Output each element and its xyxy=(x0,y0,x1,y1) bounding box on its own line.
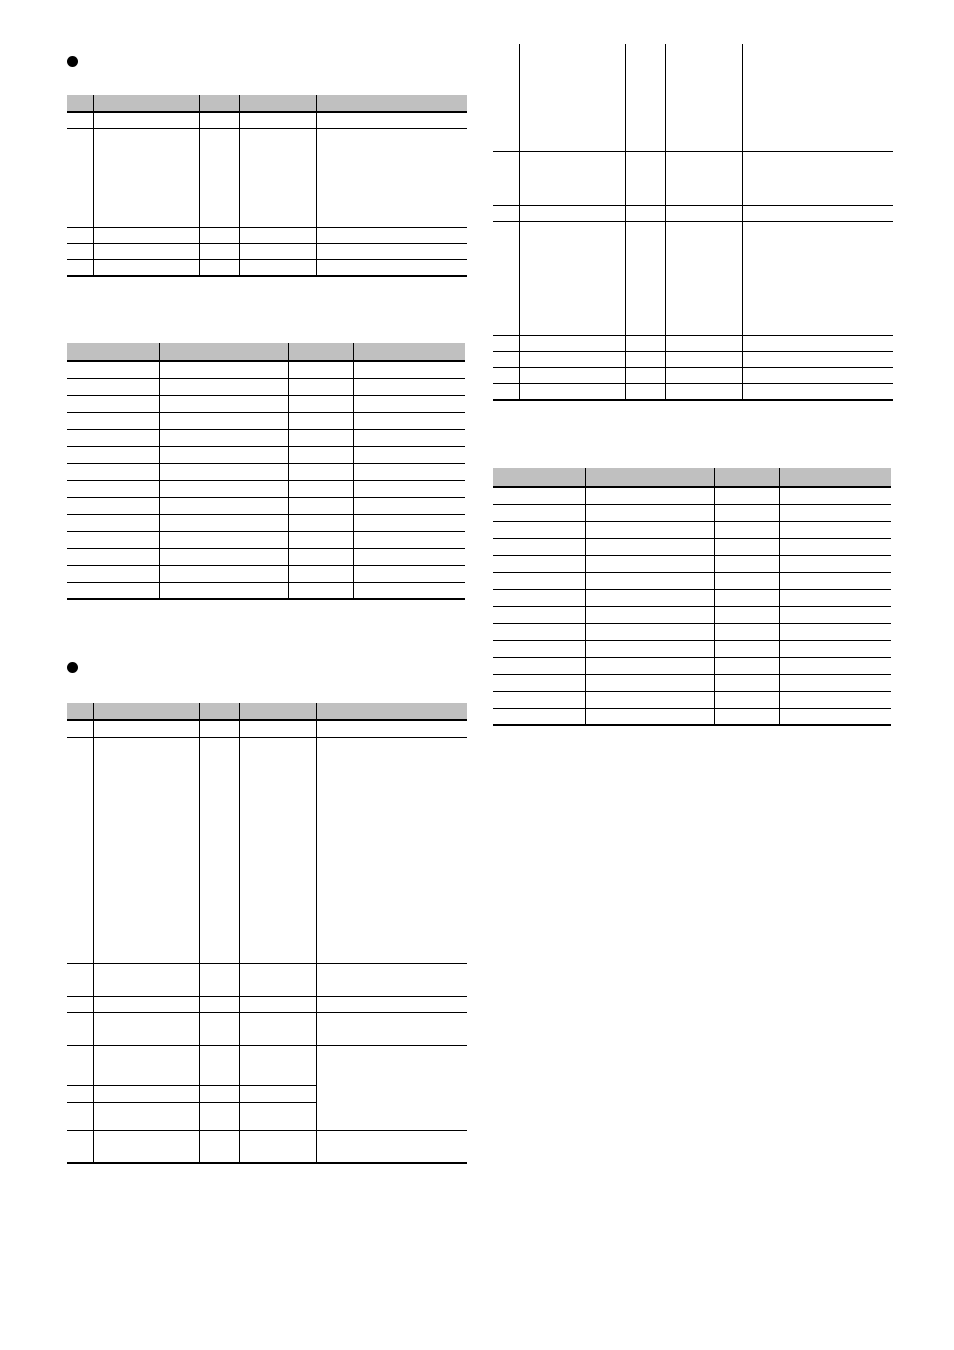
table-row xyxy=(67,737,467,963)
value-table-2 xyxy=(493,468,891,726)
table-row xyxy=(67,565,465,582)
table-row xyxy=(493,504,891,521)
table-row xyxy=(493,151,893,205)
table-row xyxy=(67,1045,467,1085)
table-row xyxy=(493,657,891,674)
table-row xyxy=(67,429,465,446)
table-row xyxy=(493,674,891,691)
table-row xyxy=(67,1130,467,1163)
table-row xyxy=(493,572,891,589)
table-row xyxy=(67,463,465,480)
table-row xyxy=(67,378,465,395)
table-row xyxy=(67,112,467,128)
table-header-row xyxy=(67,703,467,720)
table-row xyxy=(493,623,891,640)
table-row xyxy=(493,351,893,367)
table-row xyxy=(67,582,465,599)
table-row xyxy=(493,708,891,725)
table-row xyxy=(67,243,467,259)
table-row xyxy=(67,395,465,412)
table-row xyxy=(493,538,891,555)
table-row xyxy=(493,640,891,657)
table-row xyxy=(67,1012,467,1045)
table-row xyxy=(493,691,891,708)
table-row xyxy=(67,227,467,243)
register-table-2 xyxy=(67,703,467,1164)
table-row xyxy=(493,487,891,504)
table-header-row xyxy=(493,468,891,487)
table-row xyxy=(493,335,893,351)
section-bullet-1 xyxy=(67,56,78,67)
table-row xyxy=(67,259,467,276)
table-row xyxy=(493,367,893,383)
table-row xyxy=(67,361,465,378)
table-row xyxy=(67,128,467,227)
table-row xyxy=(67,446,465,463)
table-row xyxy=(67,497,465,514)
table-row xyxy=(493,521,891,538)
register-table-2-continued xyxy=(493,44,893,401)
table-header-row xyxy=(67,95,467,112)
table-row xyxy=(493,221,893,335)
table-row xyxy=(67,963,467,996)
table-row xyxy=(67,412,465,429)
table-row xyxy=(493,44,893,151)
table-row xyxy=(67,480,465,497)
section-bullet-2 xyxy=(67,662,78,673)
table-row xyxy=(493,205,893,221)
table-header-row xyxy=(67,343,465,361)
register-table-1 xyxy=(67,95,467,277)
table-row xyxy=(67,720,467,737)
table-row xyxy=(493,383,893,400)
table-row xyxy=(67,996,467,1012)
value-table-1 xyxy=(67,343,465,600)
table-row xyxy=(493,555,891,572)
table-row xyxy=(493,606,891,623)
table-row xyxy=(67,514,465,531)
table-row xyxy=(67,531,465,548)
table-row xyxy=(493,589,891,606)
table-row xyxy=(67,548,465,565)
